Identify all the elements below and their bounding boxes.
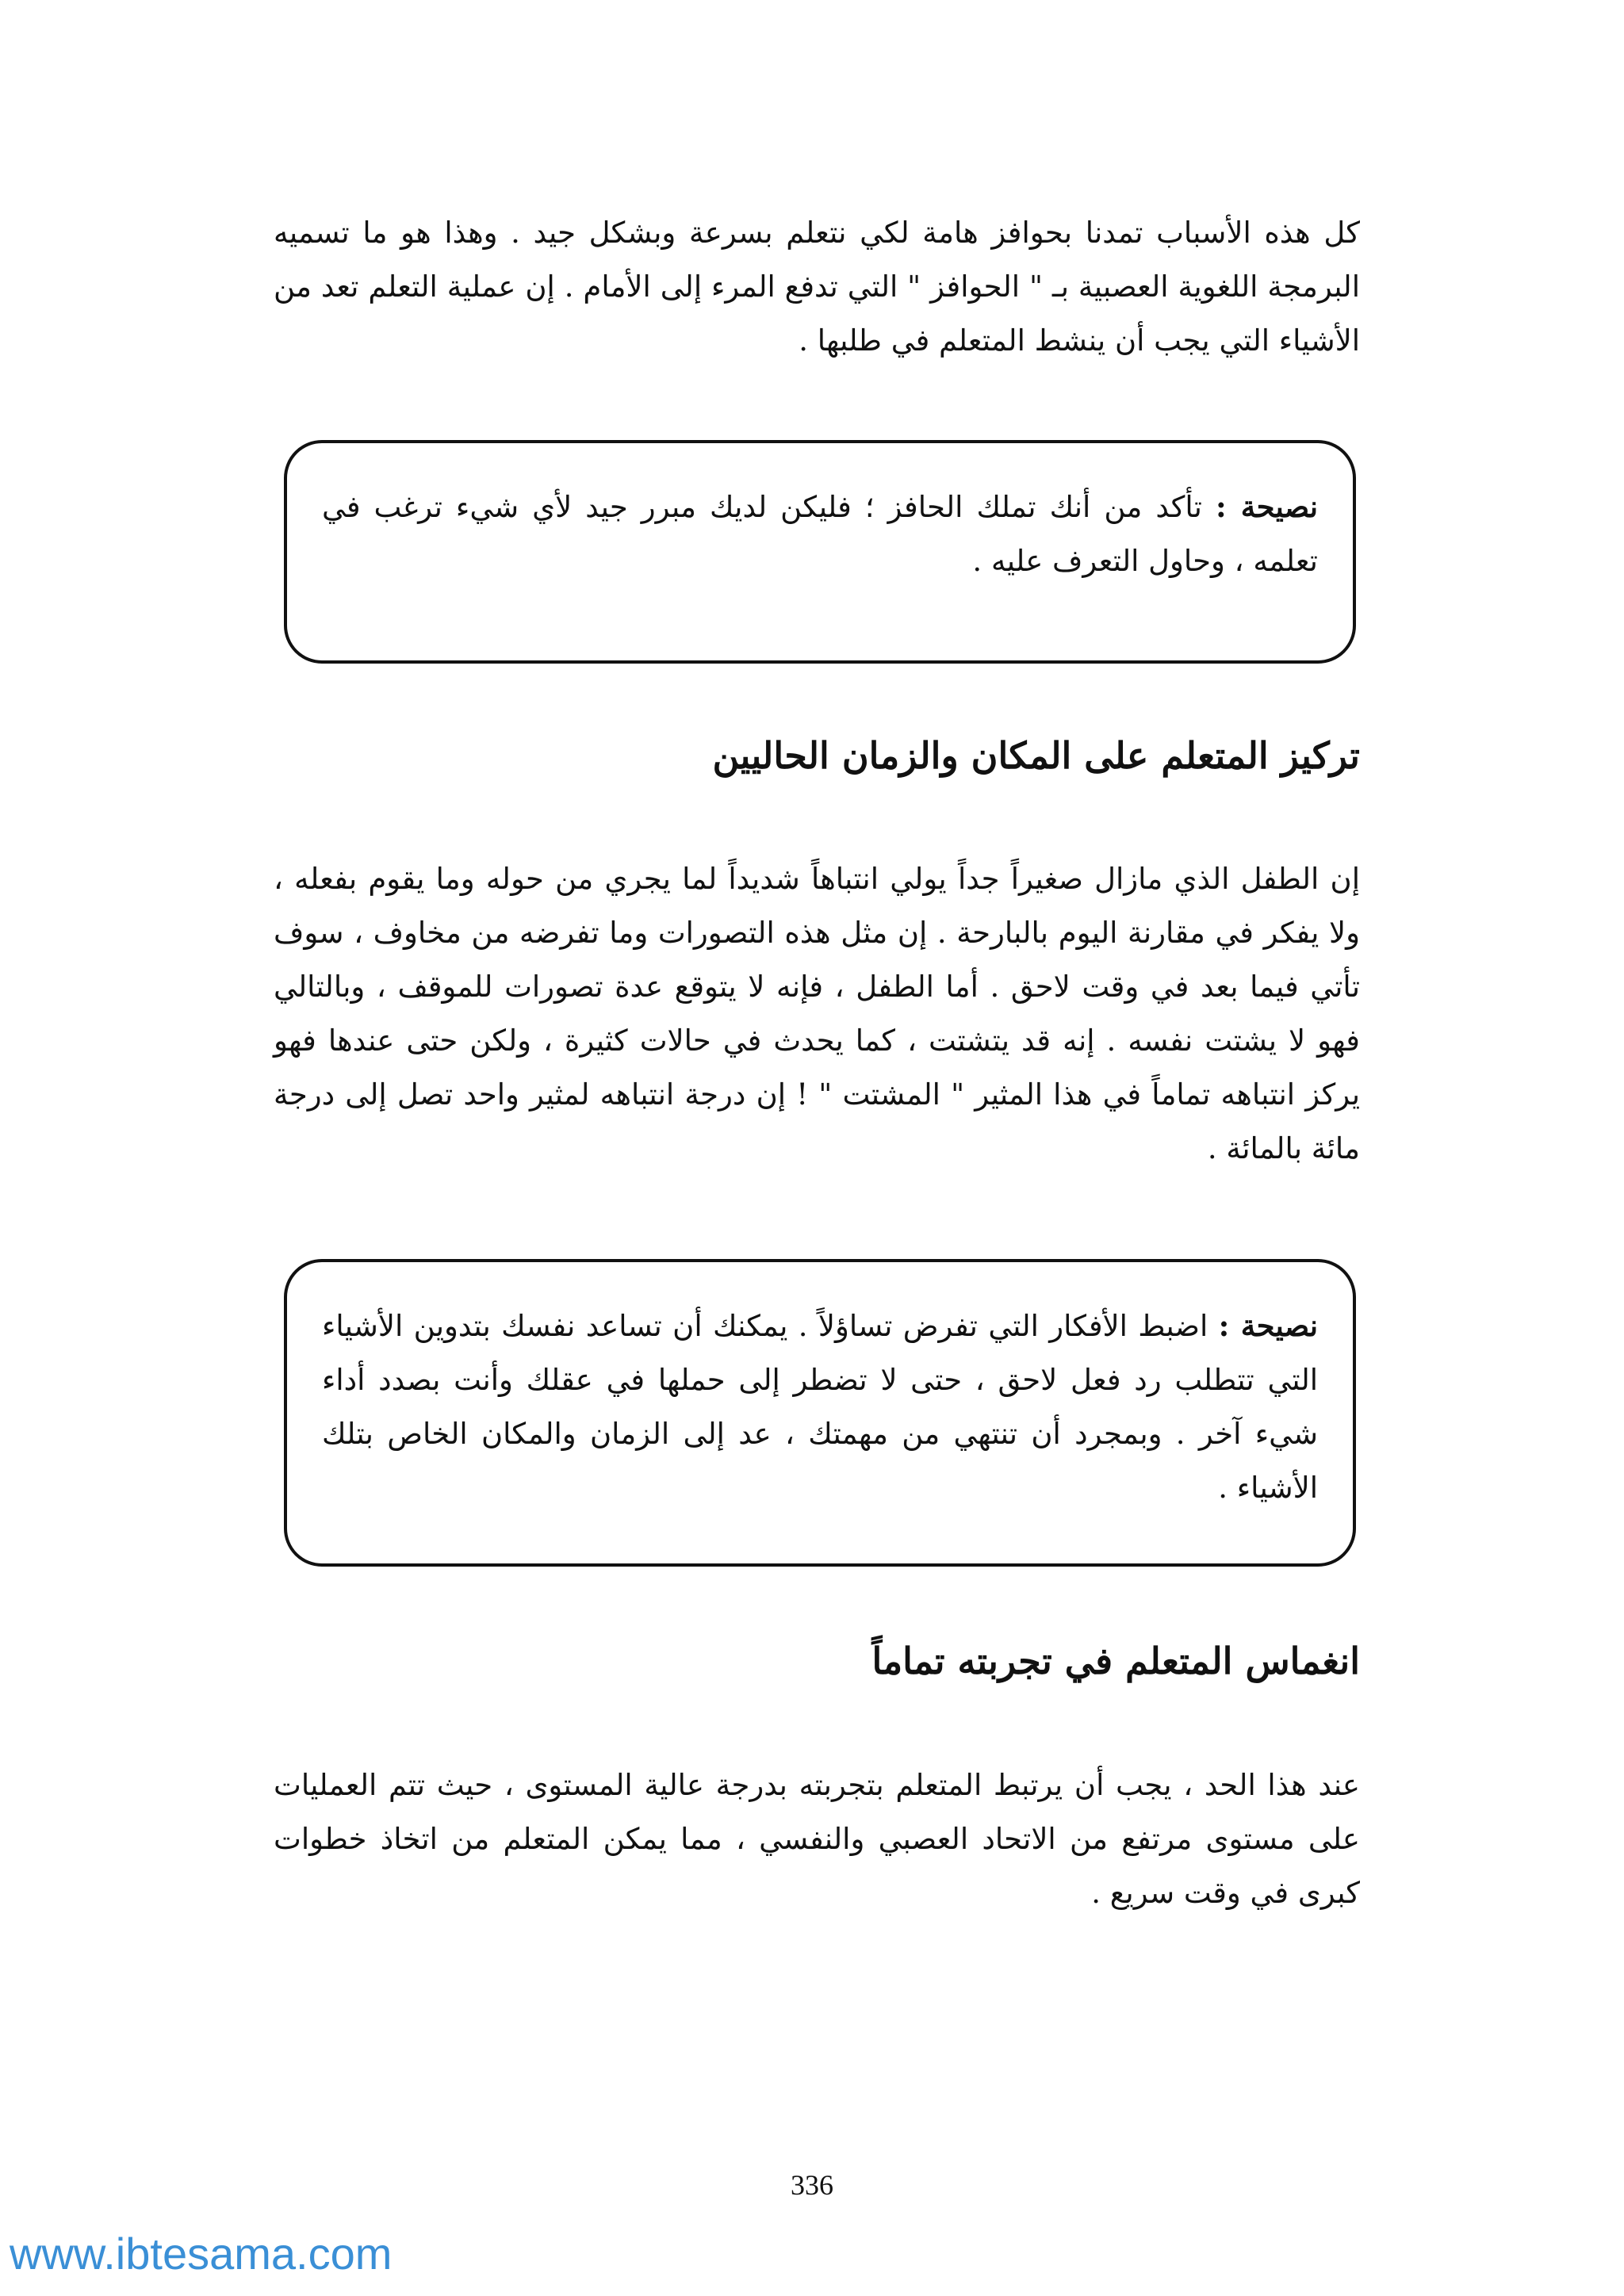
section-body-immersion: عند هذا الحد ، يجب أن يرتبط المتعلم بتجربته بدرجة عالية المستوى ، حيث تتم العمليات على مستوى مرتفع من الاتحاد العصبي والنفسي ، مما يمكن المتعلم من اتخاذ خطوات كبرى في وقت سريع . [274,1768,1360,1910]
section-body-focus-present: إن الطفل الذي مازال صغيراً جداً يولي انتباهاً شديداً لما يجري من حوله وما يقوم بفعله ، ولا يفكر في مقارنة اليوم بالبارحة . إن مثل هذه التصورات وما تفرضه من مخاوف ، سوف تأتي فيما بعد في وقت لاحق . أما الطفل ، فإنه لا يتوقع عدة تصورات للموقف ، وبالتالي فهو لا يشتت نفسه . إنه قد يتشتت ، كما يحدث في حالات كثيرة ، ولكن حتى عندها فهو يركز انتباهه تماماً في هذا المثير " المشتت " ! إن درجة انتباهه لمثير واحد تصل إلى درجة مائة بالمائة . [274,862,1360,1165]
intro-paragraph: كل هذه الأسباب تمدنا بحوافز هامة لكي نتعلم بسرعة وبشكل جيد . وهذا هو ما تسميه البرمجة اللغوية العصبية بـ " الحوافز " التي تدفع المرء إلى الأمام . إن عملية التعلم تعد من الأشياء التي يجب أن ينشط المتعلم في طلبها . [274,216,1360,358]
section-heading-immersion: انغماس المتعلم في تجربته تماماً [871,1640,1360,1682]
page-number: 336 [791,2169,833,2201]
tip-label: نصيحة : [1218,1308,1318,1343]
tip-text: تأكد من أنك تملك الحافز ؛ فليكن لديك مبرر جيد لأي شيء ترغب في تعلمه ، وحاول التعرف عليه . [322,490,1318,578]
watermark-url: www.ibtesama.com [10,2229,393,2279]
tip-label: نصيحة : [1215,489,1319,524]
tip-box-control-thoughts [284,1259,1356,1567]
tip-box-motivation [284,440,1356,664]
section-heading-focus-present: تركيز المتعلم على المكان والزمان الحاليين [712,734,1360,777]
tip-text: اضبط الأفكار التي تفرض تساؤلاً . يمكنك أن تساعد نفسك بتدوين الأشياء التي تتطلب رد فعل لاحق ، حتى لا تضطر إلى حملها في عقلك وأنت بصدد أداء شيء آخر . وبمجرد أن تنتهي من مهمتك ، عد إلى الزمان والمكان الخاص بتلك الأشياء . [322,1309,1318,1505]
